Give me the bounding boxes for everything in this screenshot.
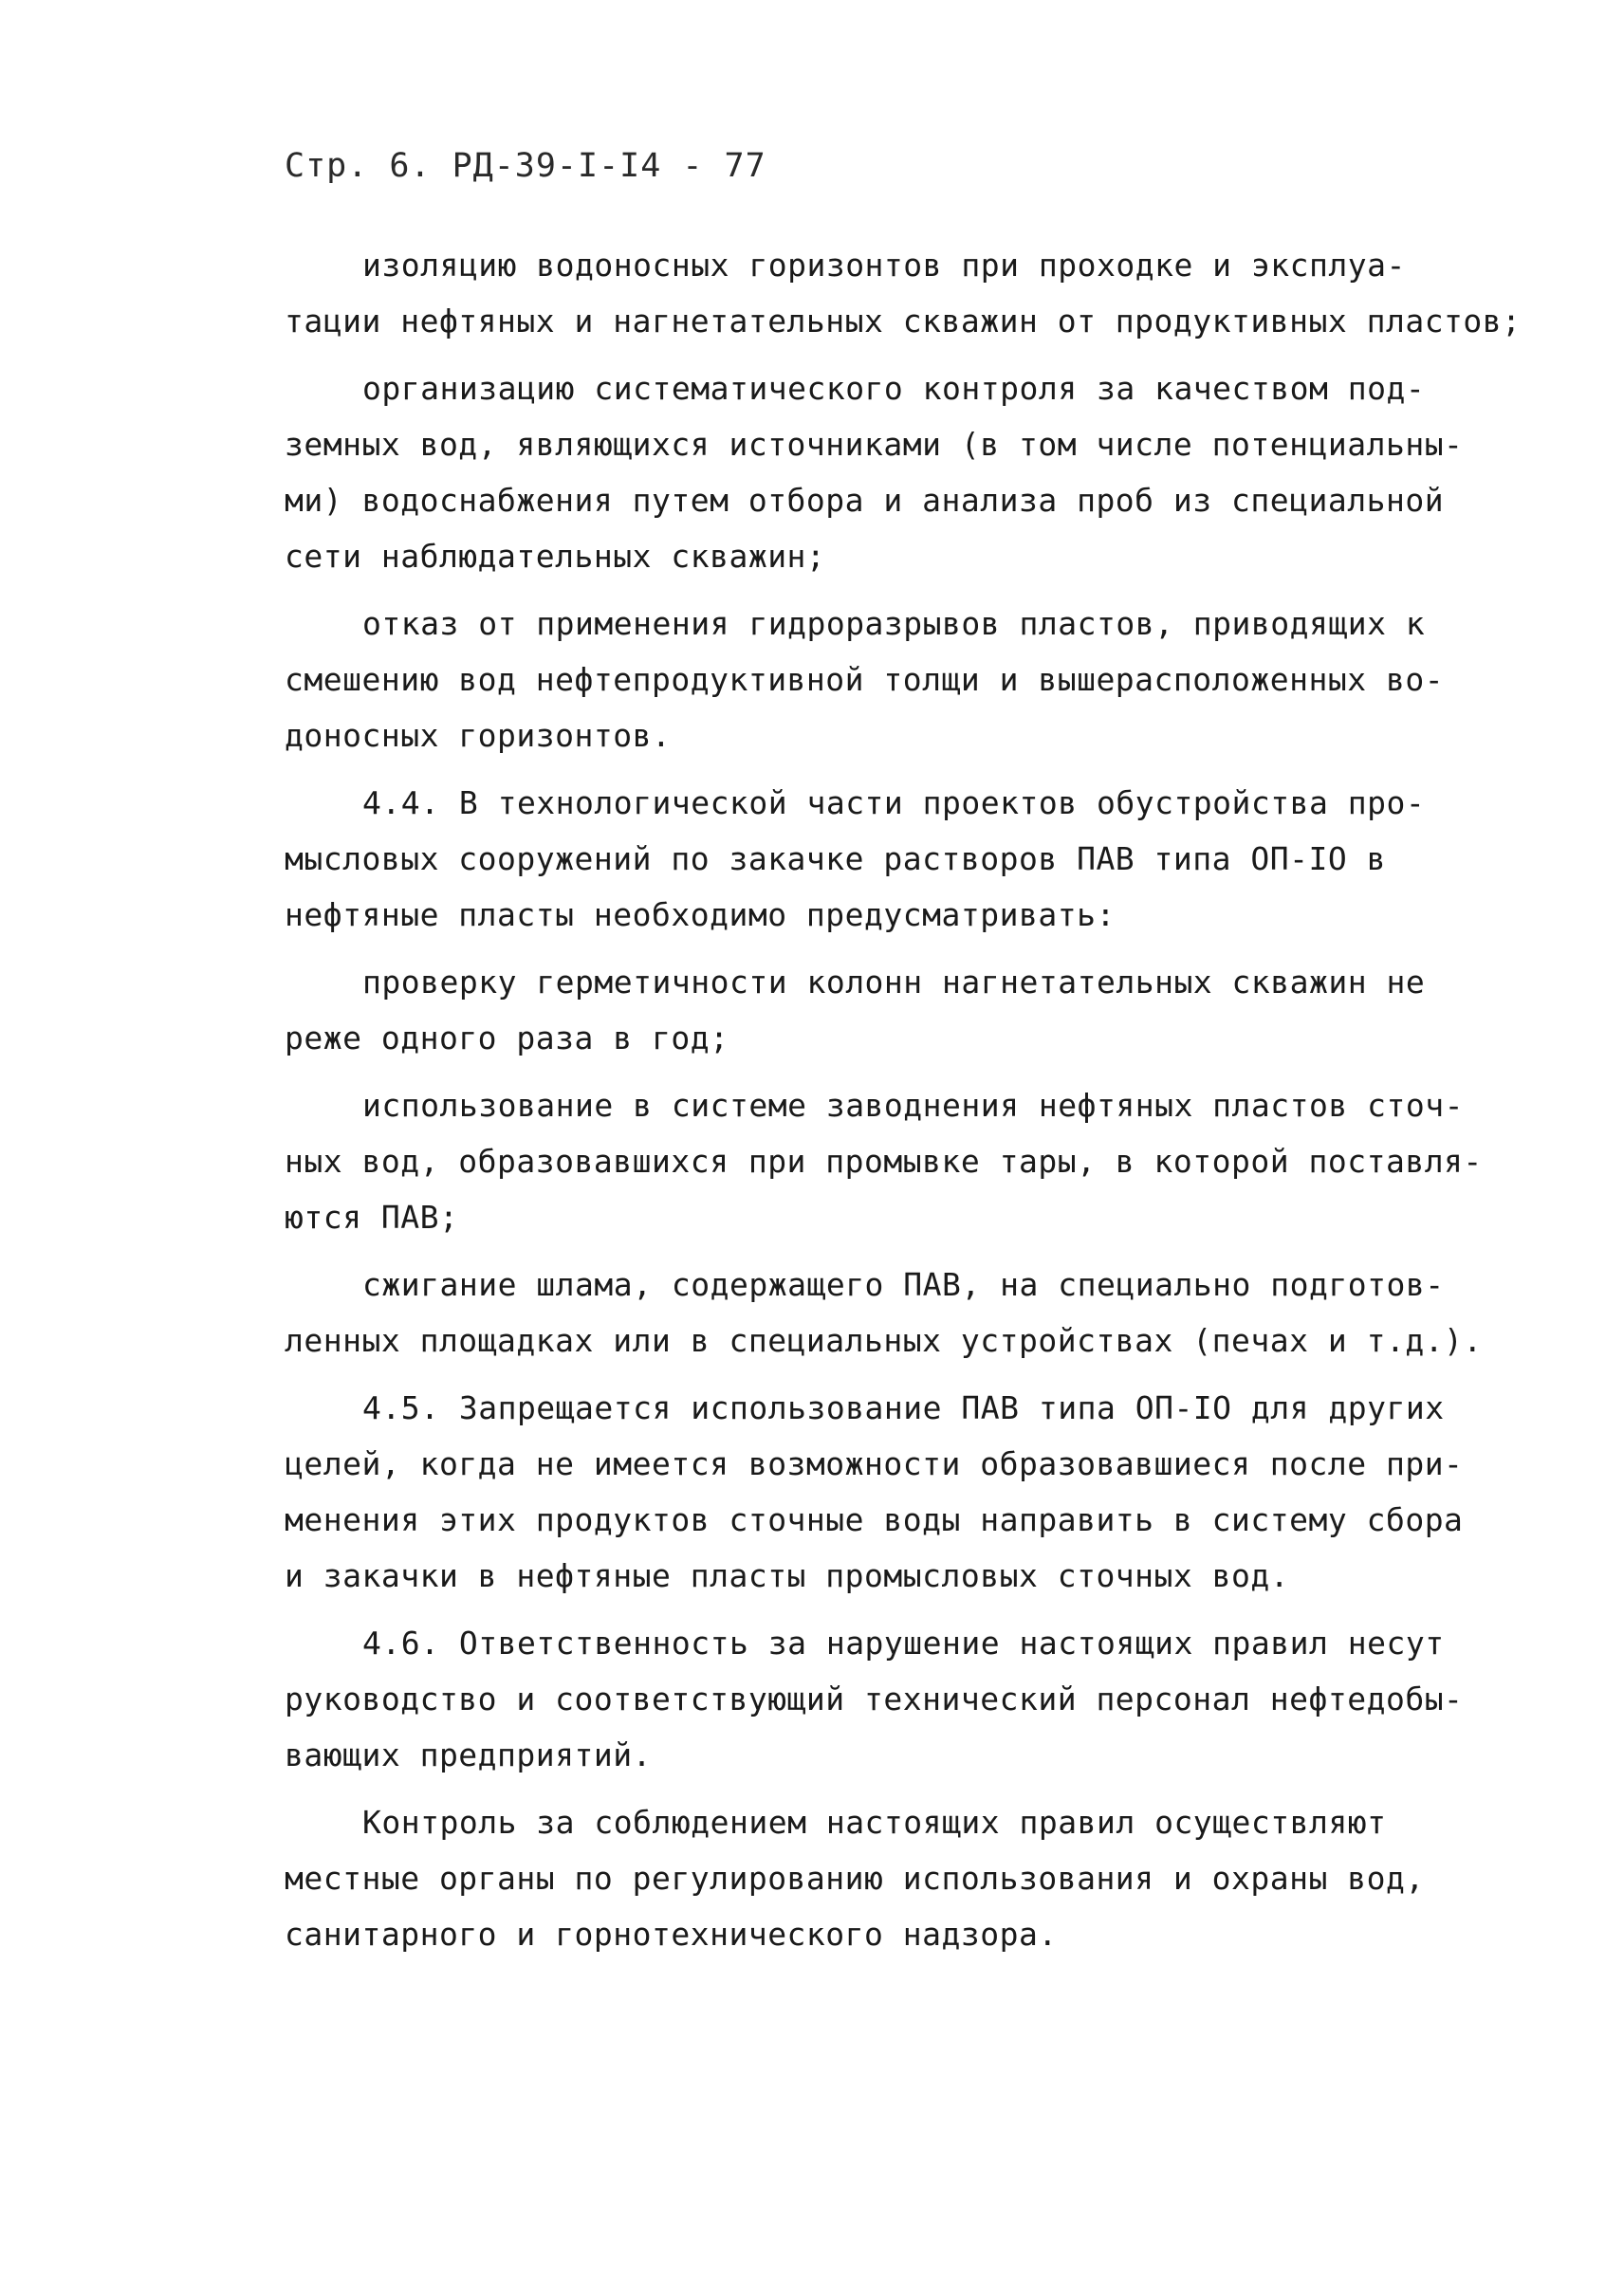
text-line: использование в системе заводнения нефтяных пластов сточ- <box>362 1087 1464 1124</box>
text-line: нефтяные пласты необходимо предусматривать: <box>285 896 1116 933</box>
paragraph <box>285 1077 1483 1245</box>
text-line: доносных горизонтов. <box>285 717 672 754</box>
paragraph <box>285 1257 1483 1368</box>
text-line: вающих предприятий. <box>285 1736 652 1773</box>
text-line: менения этих продуктов сточные воды направить в систему сбора <box>285 1501 1464 1538</box>
text-line: организацию систематического контроля за качеством под- <box>362 370 1426 407</box>
text-line: сети наблюдательных скважин; <box>285 538 826 575</box>
paragraph <box>285 1615 1464 1783</box>
text-line: изоляцию водоносных горизонтов при проходке и эксплуа- <box>362 247 1406 284</box>
text-line: руководство и соответствующий технический персонал нефтедобы- <box>285 1681 1464 1717</box>
paragraph <box>285 954 1426 1066</box>
page-header: Стр. 6. РД-39-I-I4 - 77 <box>285 147 766 185</box>
text-line: отказ от применения гидроразрывов пластов, приводящих к <box>362 605 1426 642</box>
text-line: Контроль за соблюдением настоящих правил осуществляют <box>362 1804 1387 1841</box>
text-line: местные органы по регулированию использования и охраны вод, <box>285 1860 1425 1897</box>
text-line: 4.4. В технологической части проектов обустройства про- <box>362 784 1426 821</box>
paragraph <box>285 237 1522 349</box>
paragraph <box>285 1794 1423 1962</box>
text-line: реже одного раза в год; <box>285 1019 729 1056</box>
text-line: ются ПАВ; <box>285 1199 459 1236</box>
paragraph <box>285 775 1426 943</box>
paragraph <box>285 1380 1464 1604</box>
text-line: ленных площадках или в специальных устройствах (печах и т.д.). <box>285 1322 1483 1359</box>
text-line: смешению вод нефтепродуктивной толщи и вышерасположенных во- <box>285 661 1445 698</box>
text-line: ми) водоснабжения путем отбора и анализа проб из специальной <box>285 482 1445 519</box>
text-line: земных вод, являющихся источниками (в том числе потенциальны- <box>285 426 1464 463</box>
text-line: и закачки в нефтяные пласты промысловых сточных вод. <box>285 1557 1290 1594</box>
text-line: проверку герметичности колонн нагнетательных скважин не <box>362 964 1426 1001</box>
paragraph <box>285 360 1464 584</box>
text-line: ных вод, образовавшихся при промывке тары, в которой поставля- <box>285 1143 1483 1180</box>
text-line: целей, когда не имеется возможности образовавшиеся после при- <box>285 1445 1464 1482</box>
paragraph <box>285 596 1445 763</box>
text-line: 4.6. Ответственность за нарушение настоящих правил несут <box>362 1625 1445 1662</box>
text-line: санитарного и горнотехнического надзора. <box>285 1916 1058 1953</box>
text-line: сжигание шлама, содержащего ПАВ, на специально подготов- <box>362 1266 1445 1303</box>
document-body <box>285 237 1522 1974</box>
text-line: мысловых сооружений по закачке растворов ПАВ типа ОП-IO в <box>285 840 1386 877</box>
text-line: 4.5. Запрещается использование ПАВ типа ОП-IO для других <box>362 1389 1445 1426</box>
text-line: тации нефтяных и нагнетательных скважин от продуктивных пластов; <box>285 303 1522 340</box>
